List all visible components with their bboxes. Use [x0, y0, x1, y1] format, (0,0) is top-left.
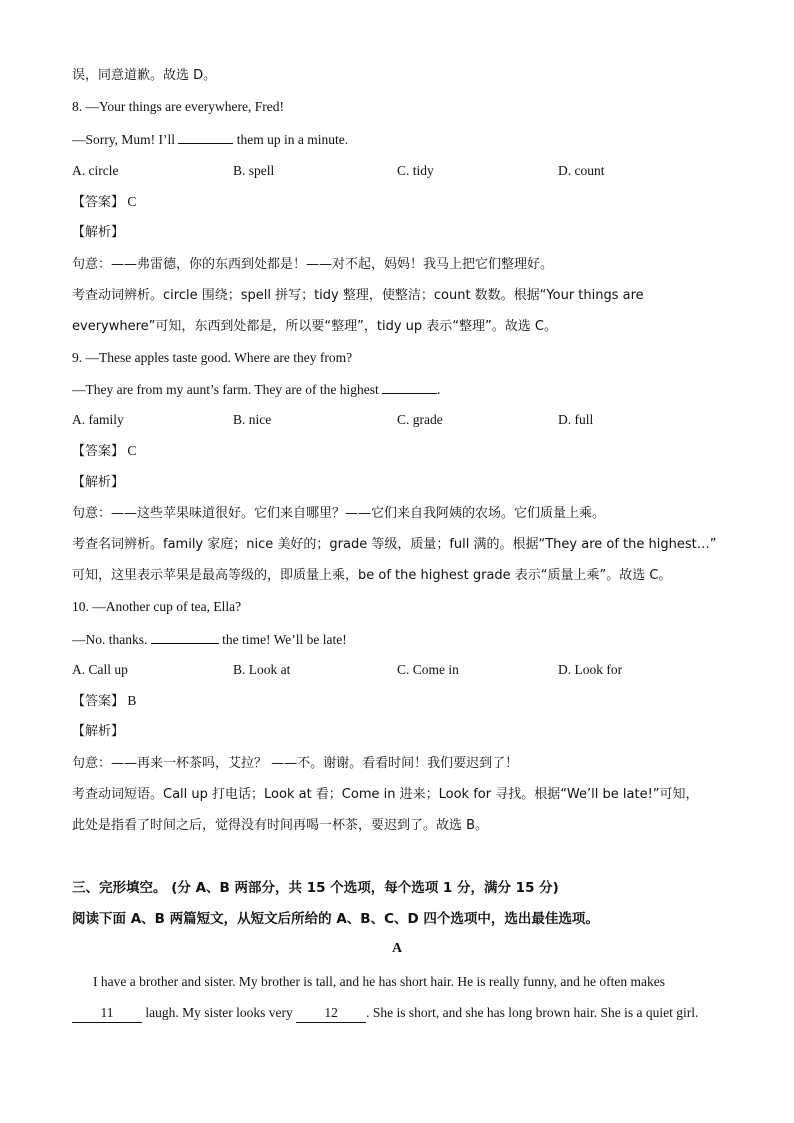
explanation-line: 误，同意道歉。故选 D。 [72, 68, 217, 83]
answer-label: 【答案】 [72, 694, 125, 709]
blank-12: 12 [296, 1004, 366, 1023]
option-d: D. Look for [558, 662, 623, 677]
answer-text-before-blank: —Sorry, Mum! I’ll [72, 132, 175, 147]
answer-label: 【答案】 [72, 195, 125, 210]
passage-title: A [391, 941, 403, 956]
answer-value: C [127, 443, 137, 458]
passage-line: I have a brother and sister. My brother is tall, and he has short hair. He is really funny, and he often makes [93, 974, 665, 989]
answer-text-after-blank: . [437, 382, 441, 397]
fill-blank [151, 630, 219, 644]
blank-11: 11 [72, 1004, 142, 1023]
explanation-line: 可知，这里表示苹果是最高等级的，即质量上乘，be of the highest grade 表示“质量上乘”。故选 C。 [72, 568, 672, 583]
answer-text-after-blank: them up in a minute. [236, 132, 349, 147]
answer-value: B [127, 693, 137, 708]
question-10-answer-line [72, 630, 347, 649]
option-c: C. Come in [397, 662, 459, 677]
explanation-line: 句意：——这些苹果味道很好。它们来自哪里？——它们来自我阿姨的农场。它们质量上乘。 [72, 506, 606, 521]
explanation-line: 考查动词短语。Call up 打电话；Look at 看；Come in 进来；Look for 寻找。根据“We’ll be late!”可知， [72, 787, 699, 802]
analysis-label: 【解析】 [72, 724, 125, 739]
explanation-line: 考查名词辨析。family 家庭；nice 美好的；grade 等级，质量；full 满的。根据“They are of the highest…” [72, 537, 717, 552]
analysis-label: 【解析】 [72, 475, 125, 490]
section-instructions: 阅读下面 A、B 两篇短文，从短文后所给的 A、B、C、D 四个选项中，选出最佳选项。 [72, 911, 599, 927]
option-a: A. circle [72, 163, 119, 178]
option-b: B. Look at [233, 662, 291, 677]
option-b: B. nice [233, 412, 272, 427]
answer-value: C [127, 194, 137, 209]
answer-text-after-blank: the time! We’ll be late! [222, 632, 347, 647]
option-a: A. family [72, 412, 124, 427]
fill-blank [178, 130, 233, 144]
explanation-line: everywhere”可知，东西到处都是，所以要“整理”，tidy up 表示“整理”。故选 C。 [72, 319, 557, 334]
section-title: 三、完形填空。 (分 A、B 两部分，共 15 个选项，每个选项 1 分，满分 15 分) [72, 880, 559, 896]
option-d: D. count [558, 163, 605, 178]
passage-line [72, 1004, 698, 1023]
answer-line [72, 442, 136, 461]
explanation-line: 考查动词辨析。circle 围绕；spell 拼写；tidy 整理，使整洁；count 数数。根据“Your things are [72, 288, 644, 303]
option-b: B. spell [233, 163, 275, 178]
analysis-label: 【解析】 [72, 225, 125, 240]
option-c: C. tidy [397, 163, 434, 178]
answer-text-before-blank: —They are from my aunt’s farm. They are of the highest [72, 382, 379, 397]
answer-line [72, 193, 136, 212]
explanation-line: 句意：——弗雷德，你的东西到处都是！——对不起，妈妈！我马上把它们整理好。 [72, 257, 554, 272]
answer-line [72, 692, 136, 711]
option-c: C. grade [397, 412, 443, 427]
question-9-answer-line [72, 380, 441, 399]
answer-label: 【答案】 [72, 444, 125, 459]
option-a: A. Call up [72, 662, 128, 677]
explanation-line: 句意：——再来一杯茶吗，艾拉？ ——不。谢谢。看看时间！我们要迟到了！ [72, 756, 519, 771]
option-d: D. full [558, 412, 594, 427]
question-9: 9. —These apples taste good. Where are they from? [72, 350, 353, 365]
fill-blank [382, 380, 437, 394]
answer-text-before-blank: —No. thanks. [72, 632, 148, 647]
question-8-answer-line [72, 130, 348, 149]
explanation-line: 此处是指看了时间之后，觉得没有时间再喝一杯茶，要迟到了。故选 B。 [72, 818, 489, 833]
question-8: 8. —Your things are everywhere, Fred! [72, 99, 284, 114]
passage-text: . She is short, and she has long brown hair. She is a quiet girl. [366, 1005, 699, 1020]
question-10: 10. —Another cup of tea, Ella? [72, 599, 242, 614]
passage-text: laugh. My sister looks very [142, 1005, 297, 1020]
